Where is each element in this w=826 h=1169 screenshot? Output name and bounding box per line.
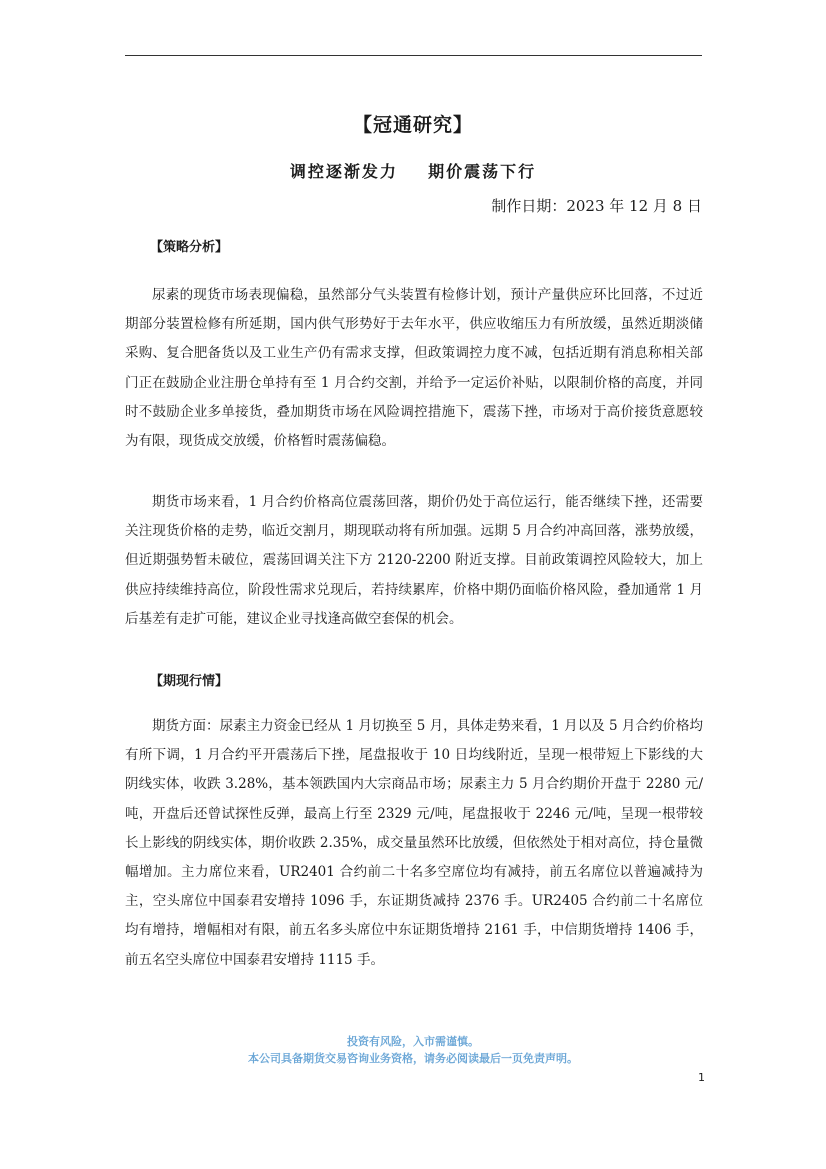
risk-warning: 投资有风险，入市需谨慎。 (347, 1035, 479, 1048)
disclaimer-notice: 本公司具备期货交易咨询业务资格，请务必阅读最后一页免责声明。 (248, 1052, 578, 1065)
header-rule (125, 55, 702, 56)
page-number: 1 (698, 1071, 705, 1084)
section-heading-strategy: 【策略分析】 (150, 240, 229, 255)
section-heading-market: 【期现行情】 (150, 674, 229, 689)
report-title: 调控逐渐发力 期价震荡下行 (289, 162, 537, 181)
market-paragraph: 期货方面：尿素主力资金已经从 1 月切换至 5 月，具体走势来看，1 月以及 5 月合约价格均有所下调，1 月合约平开震荡后下挫，尾盘报收于 10 日均线附近，呈现一根带短上下影线的大阴线实体，收跌 3.28%，基本领跌国内大宗商品市场；尿素主力 5 月合约期价开盘于 2280 元/吨，开盘后还曾试探性反弹，最高上行至 2329 元/吨，尾盘报收于 2246 元/吨，呈现一根带较长上影线的阴线实体，期价收跌 2.35%，成交量虽然环比放缓，但依然处于相对高位，持仓量微幅增加。主力席位来看，UR2401 合约前二十名多空席位均有减持，前五名席位以普遍减持为主，空头席位中国泰君安增持 1096 手，东证期货减持 2376 手。UR2405 合约前二十名席位均有增持，增幅相对有限，前五名多头席位中东证期货增持 2161 手，中信期货增持 1406 手，前五名空头席位中国泰君安增持 1115 手。 (125, 718, 703, 968)
brand-heading: 【冠通研究】 (352, 114, 473, 136)
report-date: 制作日期：2023 年 12 月 8 日 (491, 197, 702, 215)
disclaimer-footer (0, 1033, 826, 1067)
strategy-paragraph: 尿素的现货市场表现偏稳，虽然部分气头装置有检修计划，预计产量供应环比回落，不过近期部分装置检修有所延期，国内供气形势好于去年水平，供应收缩压力有所放缓，虽然近期淡储采购、复合肥备货以及工业生产仍有需求支撑，但政策调控力度不减，包括近期有消息称相关部门正在鼓励企业注册仓单持有至 1 月合约交割，并给予一定运价补贴，以限制价格的高度，并同时不鼓励企业多单接货，叠加期货市场在风险调控措施下，震荡下挫，市场对于高价接货意愿较为有限，现货成交放缓，价格暂时震荡偏稳。 (125, 287, 703, 450)
strategy-paragraph: 期货市场来看，1 月合约价格高位震荡回落，期价仍处于高位运行，能否继续下挫，还需要关注现货价格的走势，临近交割月，期现联动将有所加强。远期 5 月合约冲高回落，涨势放缓，但近期强势暂未破位，震荡回调关注下方 2120-2200 附近支撑。目前政策调控风险较大，加上供应持续维持高位，阶段性需求兑现后，若持续累库，价格中期仍面临价格风险，叠加通常 1 月后基差有走扩可能，建议企业寻找逢高做空套保的机会。 (125, 494, 703, 627)
